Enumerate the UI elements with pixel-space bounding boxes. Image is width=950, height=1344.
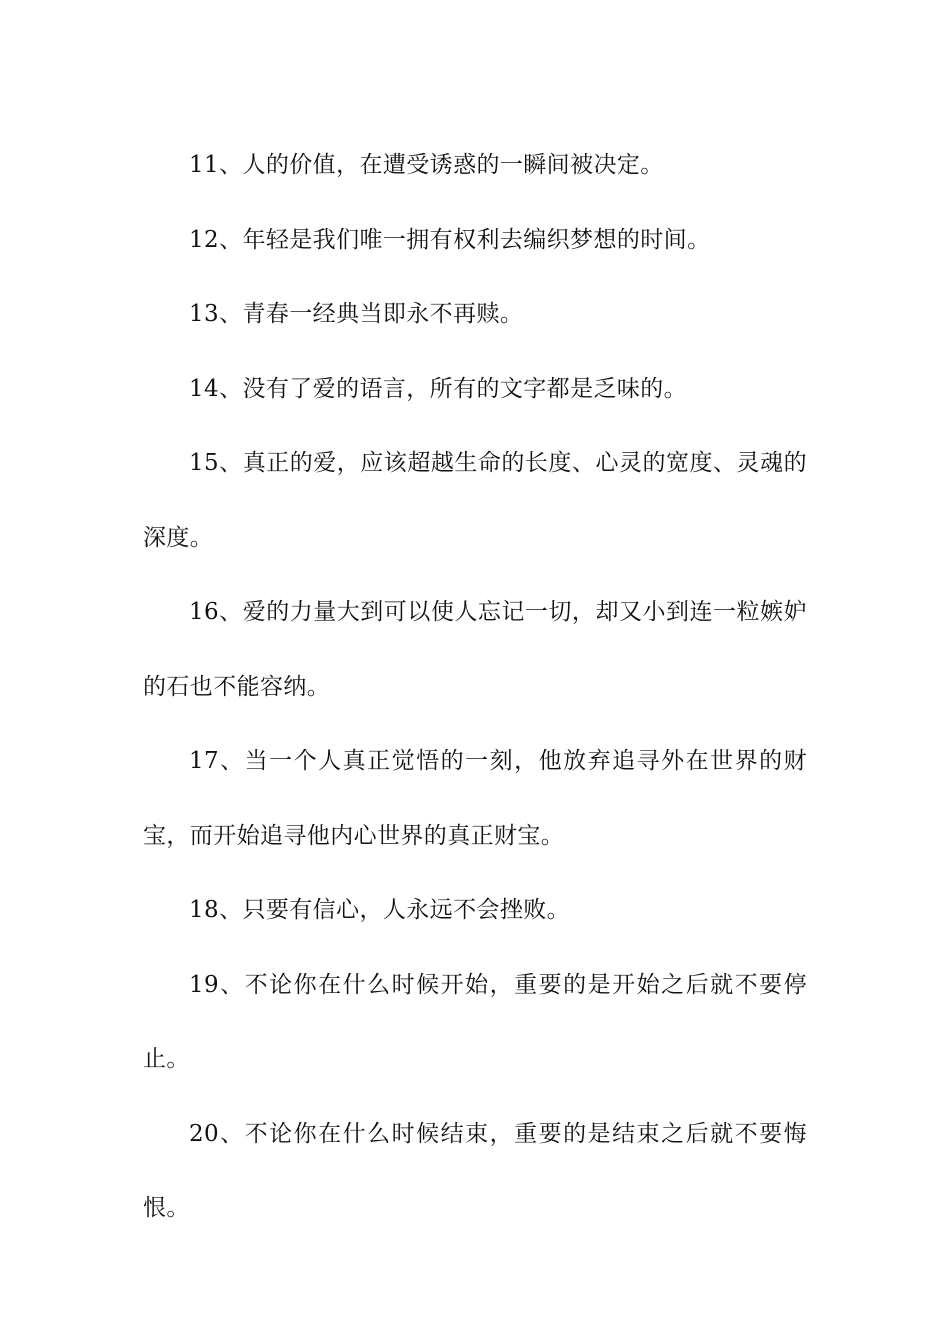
- quote-paragraph-13: 13、青春一经典当即永不再赎。: [189, 301, 524, 327]
- quote-paragraph-20: 20、不论你在什么时候结束，重要的是结束之后就不要悔恨。: [143, 1120, 807, 1221]
- quote-paragraph-19: 19、不论你在什么时候开始，重要的是开始之后就不要停止。: [143, 971, 807, 1072]
- quote-paragraph-15: 15、真正的爱，应该超越生命的长度、心灵的宽度、灵魂的深度。: [143, 450, 807, 551]
- quote-paragraph-16: 16、爱的力量大到可以使人忘记一切，却又小到连一粒嫉妒的石也不能容纳。: [143, 599, 807, 700]
- document-body: [143, 128, 807, 1246]
- quote-paragraph-12: 12、年轻是我们唯一拥有权利去编织梦想的时间。: [189, 226, 711, 253]
- quote-paragraph-18: 18、只要有信心，人永远不会挫败。: [189, 897, 571, 923]
- quote-paragraph-17: 17、当一个人真正觉悟的一刻，他放弃追寻外在世界的财宝，而开始追寻他内心世界的真正财宝。: [143, 748, 807, 849]
- quote-paragraph-11: 11、人的价值，在遭受诱惑的一瞬间被决定。: [189, 152, 664, 178]
- quote-paragraph-14: 14、没有了爱的语言，所有的文字都是乏味的。: [189, 375, 688, 402]
